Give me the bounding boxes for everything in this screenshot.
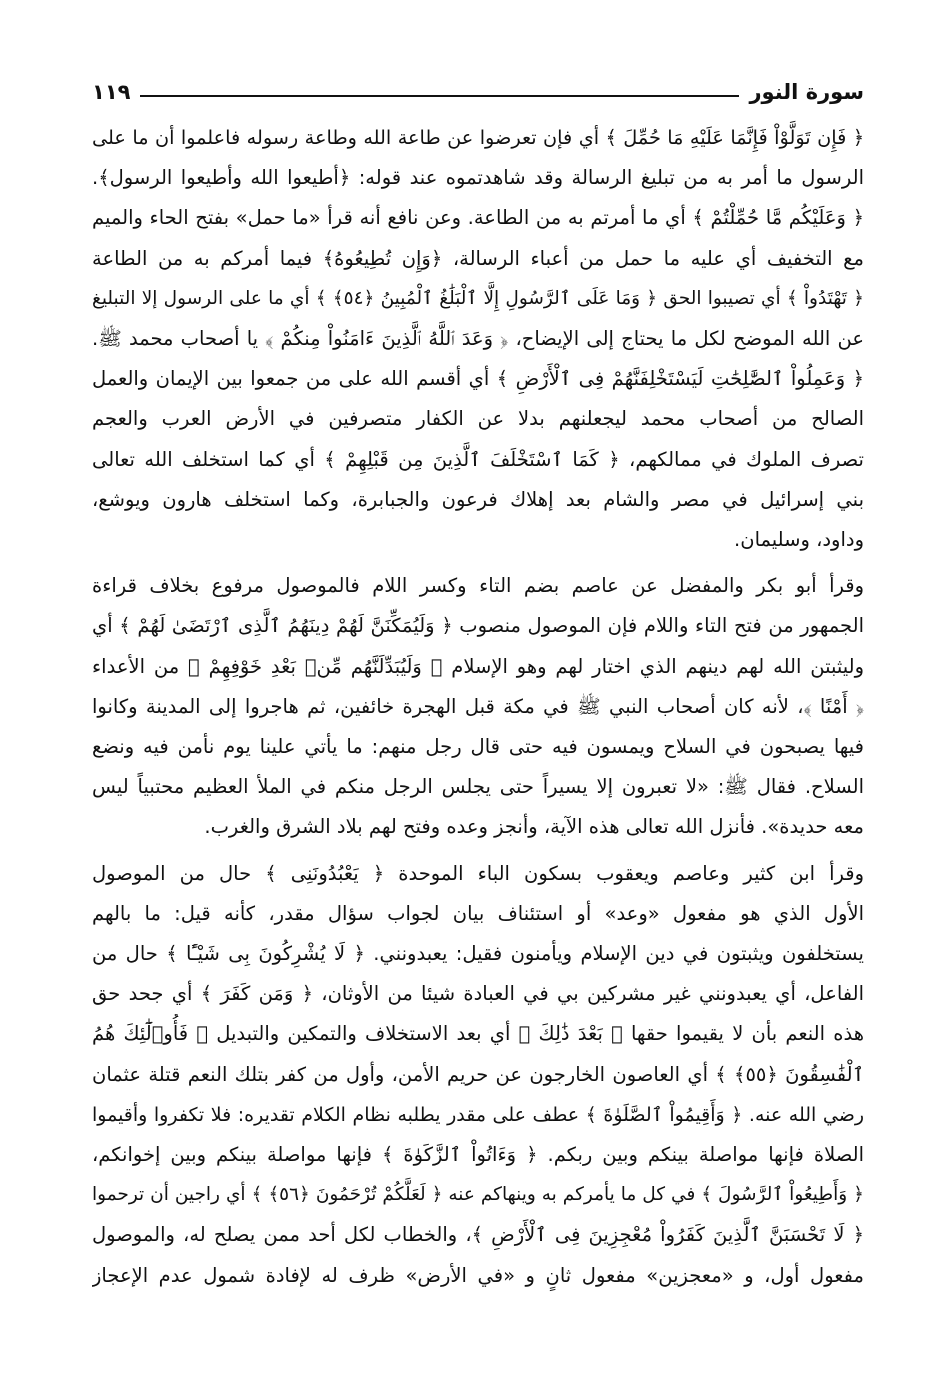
text-line: ﴿ وَعَلَيْكُم مَّا حُمِّلْتُمْ ﴾ أي ما أمرتم به من الطاعة. وعن نافع أنه قرأ «ما حمل» بفتح الحاء والميم — [92, 206, 864, 230]
paragraph-1 — [92, 118, 864, 560]
text-line: الرسول ما أمر به من تبليغ الرسالة وقد شاهدتموه عند قوله: ﴿أطيعوا الله وأطيعوا الرسول﴾. — [92, 166, 864, 190]
text-line: يستخلفون ويثبتون في دين الإسلام ويأمنون فقيل: يعبدونني. ﴿ لَا يُشْرِكُونَ بِى شَيْـًٔا ﴾ حال من — [92, 942, 864, 966]
text-line: ﴿ فَإِن تَوَلَّوْاْ فَإِنَّمَا عَلَيْهِ مَا حُمِّلَ ﴾ أي فإن تعرضوا عن طاعة الله وطاعة رسوله فاعلموا أن ما على — [92, 126, 864, 149]
text-line: ﴿ أَمْنًا ﴾، لأنه كان أصحاب النبي ﷺ في مكة قبل الهجرة خائفين، ثم هاجروا إلى المدينة وكانوا — [92, 694, 864, 718]
text-line: رضي الله عنه. ﴿ وَأَقِيمُواْ ٱلصَّلَوٰةَ ﴾ عطف على مقدر يطلبه نظام الكلام تقديره: فلا تكفروا وأقيموا — [92, 1103, 864, 1126]
text-line: ﴿ تَهْتَدُواْ ﴾ أي تصيبوا الحق ﴿ وَمَا عَلَى ٱلرَّسُولِ إِلَّا ٱلْبَلَٰغُ ٱلْمُبِينُ ﴿٥٤﴾ ﴾ أي ما على الرسول إلا التبليغ — [92, 287, 864, 309]
book-page — [92, 72, 864, 1372]
text-line: وقرأ أبو بكر والمفضل عن عاصم بضم التاء وكسر اللام فالموصول مرفوع بخلاف قراءة — [92, 574, 864, 598]
paragraph-2 — [92, 566, 864, 847]
text-line: ﴿ وَأَطِيعُواْ ٱلرَّسُولَ ﴾ في كل ما يأمركم به وينهاكم عنه ﴿ لَعَلَّكُمْ تُرْحَمُونَ ﴿٥٦﴾ ﴾ أي راجين أن ترحموا — [92, 1184, 864, 1206]
text-line: بني إسرائيل في مصر والشام بعد إهلاك فرعون والجبابرة، وكما استخلف هارون ويوشع، — [92, 487, 864, 511]
text-line: ﴿ وَعَمِلُواْ ٱلصَّٰلِحَٰتِ لَيَسْتَخْلِفَنَّهُمْ فِى ٱلْأَرْضِ ﴾ أي أقسم الله على من جمعوا بين الإيمان والعمل — [92, 367, 864, 391]
text-line: الصلاة فإنها مواصلة بينكم وبين ربكم. ﴿ وَءَاتُواْ ٱلزَّكَوٰةَ ﴾ فإنها مواصلة بينكم وبين إخوانكم، — [92, 1143, 864, 1167]
text-line: وليثبتن الله لهم دينهم الذي اختار لهم وهو الإسلام ﴿ وَلَيُبَدِّلَنَّهُم مِّنۢ بَعْدِ خَوْفِهِمْ ﴾ من الأعداء — [92, 654, 864, 678]
text-line: ٱلْفَٰسِقُونَ ﴿٥٥﴾ ﴾ أي العاصون الخارجون عن حريم الأمن، وأول من كفر بتلك النعم قتلة عثمان — [92, 1062, 864, 1086]
text-line: الأول الذي هو مفعول «وعد» أو استئناف بيان لجواب سؤال مقدر، كأنه قيل: ما بالهم — [92, 901, 864, 925]
text-line: مفعول أول، و «معجزين» مفعول ثانٍ و «في الأرض» ظرف له لإفادة شمول عدم الإعجاز — [92, 1263, 864, 1287]
text-line: وقرأ ابن كثير وعاصم ويعقوب بسكون الباء الموحدة ﴿ يَعْبُدُونَنِى ﴾ حال من الموصول — [92, 861, 864, 885]
header-rule — [140, 95, 739, 97]
text-line: مع التخفيف أي عليه ما حمل من أعباء الرسالة، ﴿وَإِن تُطِيعُوهُ﴾ فيما أمركم به من الطاعة — [92, 246, 864, 270]
text-line: ﴿ لَا تَحْسَبَنَّ ٱلَّذِينَ كَفَرُواْ مُعْجِزِينَ فِى ٱلْأَرْضِ ﴾، والخطاب لكل أحد ممن يصلح له، والموصول — [92, 1223, 864, 1247]
text-line: الفاعل، أي يعبدونني غير مشركين بي في العبادة شيئا من الأوثان، ﴿ وَمَن كَفَرَ ﴾ أي جحد حق — [92, 982, 864, 1006]
text-line: الجمهور من فتح التاء واللام فإن الموصول منصوب ﴿ وَلَيُمَكِّنَنَّ لَهُمْ دِينَهُمُ ٱلَّذِى ٱرْتَضَىٰ لَهُمْ ﴾ أي — [92, 614, 864, 638]
page-header — [92, 72, 864, 112]
text-line: الصالح من أصحاب محمد ليجعلنهم بدلا عن الكفار متصرفين في الأرض العرب والعجم — [92, 407, 864, 431]
text-line: السلاح. فقال ﷺ: «لا تعبرون إلا يسيراً حتى يجلس الرجل منكم في الملأ العظيم محتبياً ليس — [92, 775, 864, 799]
text-line: معه حديدة». فأنزل الله تعالى هذه الآية، وأنجز وعده وفتح لهم بلاد الشرق والغرب. — [204, 815, 864, 839]
page-number: ١١٩ — [92, 80, 131, 104]
surah-title: سورة النور — [749, 80, 864, 104]
text-line: تصرف الملوك في ممالكهم، ﴿ كَمَا ٱسْتَخْلَفَ ٱلَّذِينَ مِن قَبْلِهِمْ ﴾ أي كما استخلف الله تعالى — [92, 447, 864, 471]
paragraph-3 — [92, 854, 864, 1296]
tafsir-text — [92, 118, 864, 1296]
text-line: فيها يصبحون في السلاح ويمسون فيه حتى قال رجل منهم: ما يأتي علينا يوم نأمن فيه ونضع — [92, 735, 864, 759]
text-line: عن الله الموضح لكل ما يحتاج إلى الإيضاح، ﴿ وَعَدَ ٱللَّهُ ٱلَّذِينَ ءَامَنُواْ مِنكُمْ ﴾ يا أصحاب محمد ﷺ. — [92, 327, 864, 351]
text-line: هذه النعم بأن لا يقيموا حقها ﴿ بَعْدَ ذَٰلِكَ ﴾ أي بعد الاستخلاف والتمكين والتبديل ﴿ فَأُو۟لَٰٓئِكَ هُمُ — [92, 1022, 864, 1046]
text-line: وداود، وسليمان. — [734, 528, 864, 552]
